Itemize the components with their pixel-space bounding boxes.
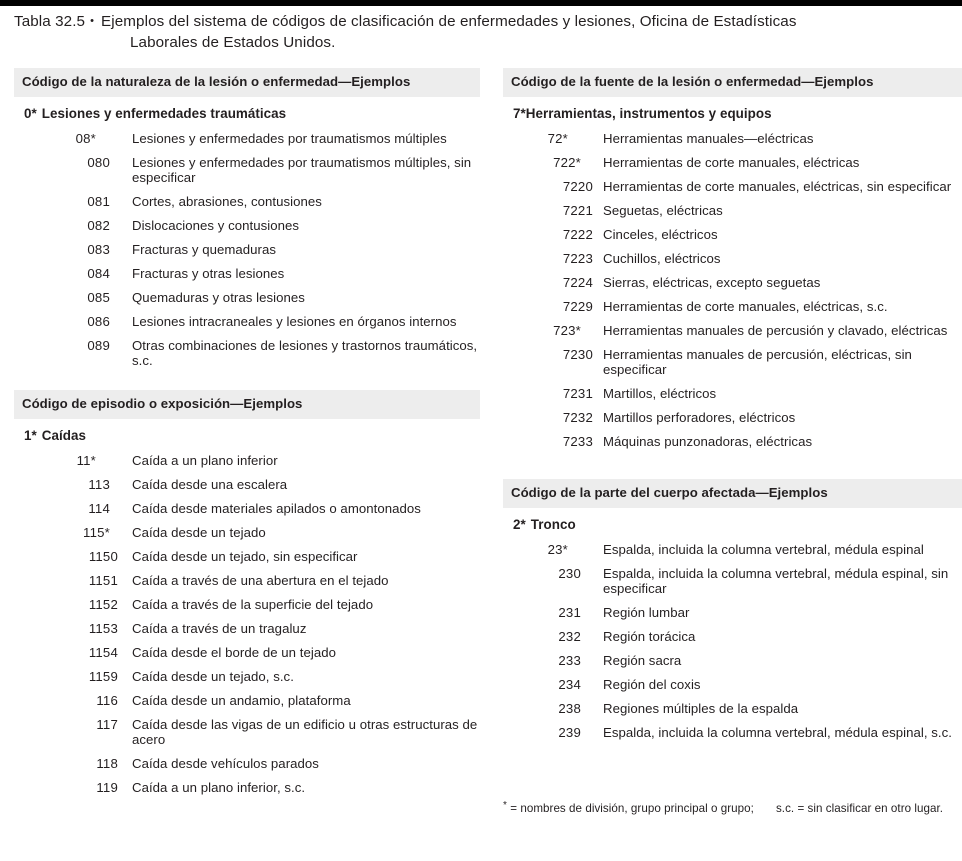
section-band-event: Código de episodio o exposición—Ejemplos [14, 390, 480, 419]
table-row [14, 189, 480, 213]
table-row [14, 496, 480, 520]
table-row [14, 520, 480, 544]
caption-text-line2: Laborales de Estados Unidos. [130, 34, 336, 51]
row-description: Máquinas punzonadoras, eléctricas [603, 433, 813, 449]
row-code: 7221 [562, 202, 593, 218]
table-row [503, 696, 962, 720]
row-code: 118 [96, 755, 118, 771]
row-code: 1159 [88, 668, 118, 684]
row-description: Caída desde un tejado, s.c. [132, 668, 294, 684]
table-footnote [503, 800, 962, 815]
row-code: 7223 [562, 250, 593, 266]
row-code: 234 [558, 676, 581, 692]
table-row [14, 126, 480, 150]
row-description: Martillos, eléctricos [603, 385, 717, 401]
row-code: 7229 [562, 298, 593, 314]
table-row [14, 448, 480, 472]
table-row [503, 174, 962, 198]
row-code: 114 [88, 500, 110, 516]
footnote-star-text: = nombres de división, grupo principal o grupo; [510, 802, 754, 815]
row-description: Herramientas manuales de percusión y clavado, eléctricas [603, 322, 948, 338]
table-row [14, 592, 480, 616]
table-row [14, 285, 480, 309]
row-description: Herramientas manuales—eléctricas [603, 130, 814, 146]
table-row [14, 751, 480, 775]
row-description: Región lumbar [603, 604, 690, 620]
row-code: 23* [547, 541, 568, 557]
row-description: Regiones múltiples de la espalda [603, 700, 799, 716]
row-code: 723* [553, 322, 581, 338]
caption-bullet: • [90, 15, 95, 27]
table-row [503, 405, 962, 429]
table-row [503, 294, 962, 318]
row-code: 7224 [562, 274, 593, 290]
row-code: 115* [83, 524, 110, 540]
row-description: Espalda, incluida la columna vertebral, médula espinal, sin especificar [603, 565, 949, 596]
rows-event [14, 445, 480, 799]
row-code: 72* [547, 130, 568, 146]
row-code: 7230 [562, 346, 593, 362]
row-code: 232 [558, 628, 581, 644]
table-row [14, 472, 480, 496]
row-description: Sierras, eléctricas, excepto seguetas [603, 274, 821, 290]
row-code: 7222 [562, 226, 593, 242]
table-row [503, 561, 962, 600]
group-title-event [14, 419, 480, 445]
rows-source [503, 123, 962, 453]
table-row [14, 664, 480, 688]
row-code: 089 [87, 337, 110, 353]
footnote-sc-text: s.c. = sin clasificar en otro lugar. [775, 802, 944, 815]
table-row [14, 640, 480, 664]
right-column [503, 68, 962, 744]
row-description: Cuchillos, eléctricos [603, 250, 721, 266]
table-row [14, 544, 480, 568]
group-code-event: 1* [24, 428, 37, 443]
group-label-nature: Lesiones y enfermedades traumáticas [41, 106, 287, 121]
row-description: Lesiones y enfermedades por traumatismos múltiples [132, 130, 447, 146]
row-description: Caída desde un tejado, sin especificar [132, 548, 358, 564]
table-row [14, 333, 480, 372]
row-code: 722* [553, 154, 581, 170]
row-code: 1151 [88, 572, 118, 588]
table-row [503, 222, 962, 246]
row-code: 086 [87, 313, 110, 329]
row-code: 085 [87, 289, 110, 305]
group-title-bodypart [503, 508, 962, 534]
row-code: 233 [558, 652, 581, 668]
row-description: Caída desde el borde de un tejado [132, 644, 337, 660]
table-row [14, 237, 480, 261]
table-row [503, 672, 962, 696]
table-row [14, 712, 480, 751]
row-description: Quemaduras y otras lesiones [132, 289, 305, 305]
group-label-source: Herramientas, instrumentos y equipos [525, 106, 772, 121]
table-row [14, 309, 480, 333]
section-band-nature: Código de la naturaleza de la lesión o enfermedad—Ejemplos [14, 68, 480, 97]
table-row [503, 198, 962, 222]
table-row [14, 261, 480, 285]
group-code-nature: 0* [24, 106, 37, 121]
row-description: Caída a través de una abertura en el tejado [132, 572, 389, 588]
row-description: Seguetas, eléctricas [603, 202, 723, 218]
section-band-source: Código de la fuente de la lesión o enfermedad—Ejemplos [503, 68, 962, 97]
row-description: Región sacra [603, 652, 682, 668]
row-code: 080 [87, 154, 110, 170]
table-row [503, 126, 962, 150]
row-code: 083 [87, 241, 110, 257]
row-code: 7233 [562, 433, 593, 449]
row-code: 239 [558, 724, 581, 740]
table-row [503, 648, 962, 672]
section-band-bodypart: Código de la parte del cuerpo afectada—Ejemplos [503, 479, 962, 508]
row-code: 084 [87, 265, 110, 281]
row-description: Fracturas y otras lesiones [132, 265, 285, 281]
row-code: 1152 [88, 596, 118, 612]
row-description: Fracturas y quemaduras [132, 241, 277, 257]
table-row [503, 150, 962, 174]
row-code: 082 [87, 217, 110, 233]
row-description: Espalda, incluida la columna vertebral, médula espinal [603, 541, 924, 557]
row-code: 1154 [88, 644, 118, 660]
row-code: 7232 [562, 409, 593, 425]
group-label-bodypart: Tronco [530, 517, 576, 532]
table-row [503, 600, 962, 624]
row-code: 230 [558, 565, 581, 581]
row-description: Caída a través de la superficie del tejado [132, 596, 374, 612]
table-row [503, 429, 962, 453]
table-row [503, 318, 962, 342]
row-code: 231 [558, 604, 581, 620]
left-column [14, 68, 480, 799]
group-title-source [503, 97, 962, 123]
rows-bodypart [503, 534, 962, 744]
table-row [14, 150, 480, 189]
row-description: Herramientas de corte manuales, eléctricas, sin especificar [603, 178, 952, 194]
row-description: Caída a un plano inferior, s.c. [132, 779, 306, 795]
group-title-nature [14, 97, 480, 123]
row-description: Lesiones y enfermedades por traumatismos múltiples, sin especificar [132, 154, 472, 185]
row-code: 1150 [88, 548, 118, 564]
table-row [14, 616, 480, 640]
table-row [503, 720, 962, 744]
row-code: 117 [96, 716, 118, 732]
row-code: 081 [87, 193, 110, 209]
top-rule [0, 0, 962, 6]
row-code: 116 [96, 692, 118, 708]
table-row [14, 213, 480, 237]
row-description: Caída a un plano inferior [132, 452, 278, 468]
row-description: Lesiones intracraneales y lesiones en órganos internos [132, 313, 457, 329]
row-description: Cortes, abrasiones, contusiones [132, 193, 322, 209]
row-description: Martillos perforadores, eléctricos [603, 409, 796, 425]
table-row [14, 775, 480, 799]
table-caption [14, 11, 944, 53]
row-description: Caída desde vehículos parados [132, 755, 319, 771]
rows-nature [14, 123, 480, 372]
row-description: Caída desde un andamio, plataforma [132, 692, 351, 708]
row-description: Región torácica [603, 628, 696, 644]
table-row [503, 624, 962, 648]
table-row [503, 246, 962, 270]
group-label-event: Caídas [41, 428, 86, 443]
row-code: 08* [75, 130, 96, 146]
table-row [14, 568, 480, 592]
table-row [503, 537, 962, 561]
caption-number: Tabla 32.5 [14, 13, 86, 30]
table-row [503, 381, 962, 405]
row-description: Caída desde materiales apilados o amontonados [132, 500, 421, 516]
caption-text: Ejemplos del sistema de códigos de clasificación de enfermedades y lesiones, Oficina de Estadísticas [101, 13, 797, 30]
table-row [503, 342, 962, 381]
row-description: Cinceles, eléctricos [603, 226, 718, 242]
row-description: Espalda, incluida la columna vertebral, médula espinal, s.c. [603, 724, 952, 740]
row-code: 238 [558, 700, 581, 716]
row-description: Otras combinaciones de lesiones y trastornos traumáticos, s.c. [132, 337, 478, 368]
row-description: Herramientas de corte manuales, eléctricas, s.c. [603, 298, 888, 314]
table-row [503, 270, 962, 294]
footnote-star-symbol: * [503, 800, 507, 811]
row-description: Caída a través de un tragaluz [132, 620, 307, 636]
row-code: 7231 [562, 385, 593, 401]
row-code: 119 [96, 779, 118, 795]
row-code: 11* [76, 452, 96, 468]
row-description: Herramientas de corte manuales, eléctricas [603, 154, 860, 170]
group-code-source: 7* [513, 106, 526, 121]
row-code: 113 [88, 476, 110, 492]
row-description: Caída desde un tejado [132, 524, 266, 540]
row-code: 7220 [562, 178, 593, 194]
row-description: Región del coxis [603, 676, 701, 692]
row-description: Caída desde las vigas de un edificio u otras estructuras de acero [132, 716, 478, 747]
row-description: Dislocaciones y contusiones [132, 217, 300, 233]
row-code: 1153 [88, 620, 118, 636]
row-description: Caída desde una escalera [132, 476, 288, 492]
row-description: Herramientas manuales de percusión, eléctricas, sin especificar [603, 346, 912, 377]
group-code-bodypart: 2* [513, 517, 526, 532]
table-row [14, 688, 480, 712]
